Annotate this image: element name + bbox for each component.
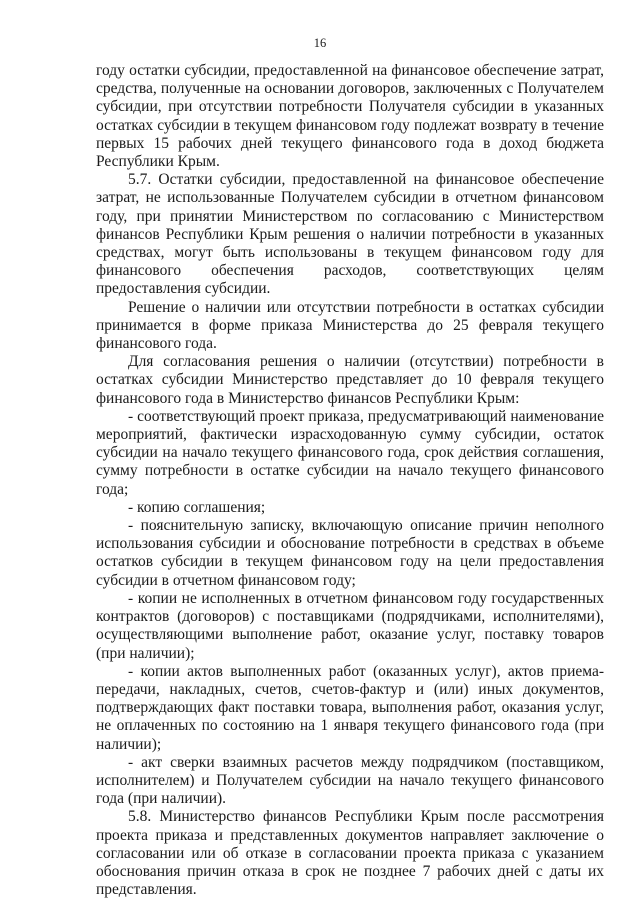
paragraph-approval: Для согласования решения о наличии (отсутствии) потребности в остатках субсидии Министерство представляет до 10 февраля текущего финансового года в Министерство финансов Республики Крым: bbox=[96, 353, 604, 407]
list-item-draft-order: - соответствующий проект приказа, предусматривающий наименование мероприятий, фактически израсходованную сумму субсидии, остаток субсидии на начало текущего финансового года, срок действия соглашения, сумму потребности в остатке субсидии на начало текущего финансового года; bbox=[96, 407, 604, 498]
list-item-contract-copies: - копии не исполненных в отчетном финансовом году государственных контрактов (договоров) с поставщиками (подрядчиками, исполнителями), осуществляющими выполнение работ, оказание услуг, поставку товаров (при наличии); bbox=[96, 589, 604, 662]
paragraph-5-8: 5.8. Министерство финансов Республики Крым после рассмотрения проекта приказа и представленных документов направляет заключение о согласовании или об отказе в согласовании проекта приказа с указанием обоснования причин отказа в срок не позднее 7 рабочих дней с даты их представления. bbox=[96, 808, 604, 899]
list-item-explanatory-note: - пояснительную записку, включающую описание причин неполного использования субсидии и обоснование потребности в средствах в объеме остатков субсидии в текущем финансовом году на цели предоставления субсидии в отчетном финансовом году; bbox=[96, 517, 604, 589]
paragraph-5-7: 5.7. Остатки субсидии, предоставленной на финансовое обеспечение затрат, не использованные Получателем субсидии в отчетном финансовом году, при принятии Министерством по согласованию с Министерством финансов Республики Крым решения о наличии потребности в указанных средствах, могут быть использованы в текущем финансовом году для финансового обеспечения расходов, соответствующих целям предоставления субсидии. bbox=[96, 171, 604, 298]
paragraph-continuation: году остатки субсидии, предоставленной на финансовое обеспечение затрат, средства, полученные на основании договоров, заключенных с Получателем субсидии, при отсутствии потребности Получателя субсидии в указанных остатках субсидии в текущем финансовом году подлежат возврату в течение первых 15 рабочих дней текущего финансового года в доход бюджета Республики Крым. bbox=[96, 62, 604, 171]
page-number: 16 bbox=[313, 36, 327, 50]
list-item-acts-copies: - копии актов выполненных работ (оказанных услуг), актов приема-передачи, накладных, счетов, счетов-фактур и (или) иных документов, подтверждающих факт поставки товара, выполнения работ, оказания услуг, не оплаченных по состоянию на 1 января текущего финансового года (при наличии); bbox=[96, 662, 604, 753]
paragraph-decision: Решение о наличии или отсутствии потребности в остатках субсидии принимается в форме приказа Министерства до 25 февраля текущего финансового года. bbox=[96, 298, 604, 353]
list-item-agreement-copy: - копию соглашения; bbox=[128, 498, 266, 516]
document-body bbox=[96, 62, 604, 899]
list-item-reconciliation-act: - акт сверки взаимных расчетов между подрядчиком (поставщиком, исполнителем) и Получателем субсидии на начало текущего финансового года (при наличии). bbox=[96, 753, 604, 808]
